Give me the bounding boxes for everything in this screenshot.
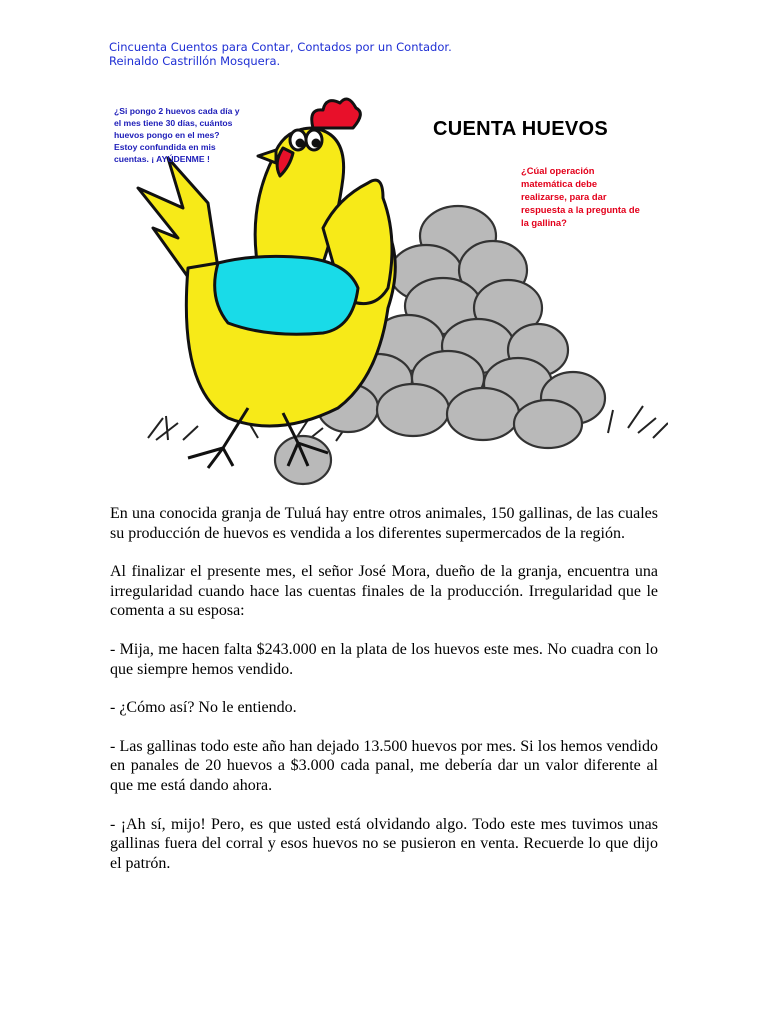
story-paragraph: - Mija, me hacen falta $243.000 en la plata de los huevos este mes. No cuadra con lo que siempre hemos vendido. bbox=[110, 640, 658, 678]
author-name: Reinaldo Castrillón Mosquera. bbox=[109, 54, 281, 68]
story-paragraph: - ¿Cómo así? No le entiendo. bbox=[110, 699, 297, 717]
story-paragraph: - ¡Ah sí, mijo! Pero, es que usted está olvidando algo. Todo este mes tuvimos unas gallinas fuera del corral y esos huevos no se pusieron en venta. Recuerde lo que dijo el patrón. bbox=[110, 815, 658, 872]
book-title: Cincuenta Cuentos para Contar, Contados por un Contador. bbox=[109, 40, 452, 54]
story-paragraph: - Las gallinas todo este año han dejado 13.500 huevos por mes. Si los hemos vendido en panales de 20 huevos a $3.000 cada panal, me debería dar un valor diferente al que me está dando ahora. bbox=[110, 737, 658, 794]
illustration-title: CUENTA HUEVOS bbox=[433, 118, 609, 140]
story-paragraph: Al finalizar el presente mes, el señor José Mora, dueño de la granja, encuentra una irregularidad cuando hace las cuentas finales de la producción. Irregularidad que le comenta a su esposa: bbox=[110, 563, 658, 620]
story-paragraph: En una conocida granja de Tuluá hay entre otros animales, 150 gallinas, de las cuales su producción de huevos es vendida a los diferentes supermercados de la región. bbox=[110, 505, 658, 542]
page-header bbox=[109, 40, 452, 68]
math-question-text: ¿Cúal operación matemática debe realizarse, para dar respuesta a la pregunta de la gallina? bbox=[521, 165, 640, 228]
hen-and-eggs-illustration bbox=[108, 88, 668, 498]
hen-speech-text: ¿Si pongo 2 huevos cada día y el mes tiene 30 días, cuántos huevos pongo en el mes? Estoy confundida en mis cuentas. ¡ AYÚDENME ! bbox=[114, 106, 240, 164]
story-text bbox=[110, 504, 658, 892]
